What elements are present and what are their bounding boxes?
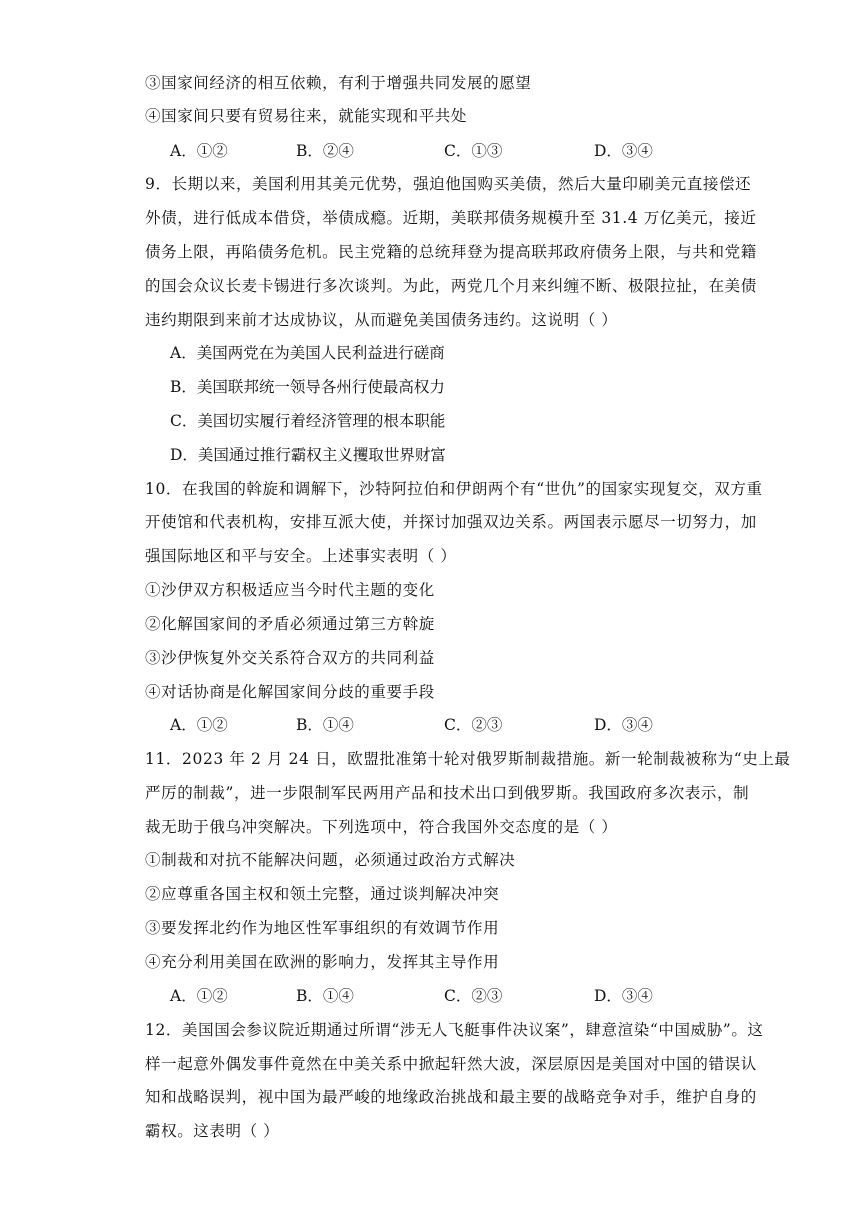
q10-option-c[interactable]: C．②③ xyxy=(444,716,503,734)
q8-option-d[interactable]: D．③④ xyxy=(594,142,653,160)
q11-option-a[interactable]: A．①② xyxy=(170,987,228,1005)
q10-statement-1: ①沙伊双方积极适应当今时代主题的变化 xyxy=(145,581,435,599)
q12-stem-line-1: 12．美国国会参议院近期通过所谓“涉无人飞艇事件决议案”，肆意渲染“中国威胁”。这 xyxy=(145,1021,764,1039)
q10-option-b[interactable]: B．①④ xyxy=(296,716,354,734)
q8-statement-3: ③国家间经济的相互依赖，有利于增强共同发展的愿望 xyxy=(145,74,532,92)
q9-option-c[interactable]: C．美国切实履行着经济管理的根本职能 xyxy=(170,412,446,430)
q10-stem-line-2: 开使馆和代表机构，安排互派大使，并探讨加强双边关系。两国表示愿尽一切努力，加 xyxy=(145,513,757,531)
q10-options xyxy=(0,714,860,736)
q12-stem-line-3: 知和战略误判，视中国为最严峻的地缘政治挑战和最主要的战略竞争对手，维护自身的 xyxy=(145,1088,757,1106)
q11-stem-line-1: 11．2023 年 2 月 24 日，欧盟批准第十轮对俄罗斯制裁措施。新一轮制裁被称为“史上最 xyxy=(145,750,791,768)
q10-statement-4: ④对话协商是化解国家间分歧的重要手段 xyxy=(145,683,435,701)
q9-stem-line-4: 的国会众议长麦卡锡进行多次谈判。为此，两党几个月来纠缠不断、极限拉扯，在美债 xyxy=(145,277,757,295)
q11-statement-2: ②应尊重各国主权和领土完整，通过谈判解决冲突 xyxy=(145,885,500,903)
q8-options xyxy=(0,140,860,162)
q11-statement-1: ①制裁和对抗不能解决问题，必须通过政治方式解决 xyxy=(145,851,516,869)
q9-option-a[interactable]: A．美国两党在为美国人民利益进行磋商 xyxy=(170,344,445,362)
q8-option-c[interactable]: C．①③ xyxy=(444,142,503,160)
q11-option-d[interactable]: D．③④ xyxy=(594,987,653,1005)
q9-stem-line-5: 违约期限到来前才达成协议，从而避免美国债务违约。这说明（ ） xyxy=(145,311,618,329)
q11-statement-3: ③要发挥北约作为地区性军事组织的有效调节作用 xyxy=(145,919,500,937)
q9-stem-line-2: 外债，进行低成本借贷，举债成瘾。近期，美联邦债务规模升至 31.4 万亿美元，接近 xyxy=(145,209,757,227)
q12-stem-line-4: 霸权。这表明（ ） xyxy=(145,1122,280,1140)
q10-stem-line-1: 10．在我国的斡旋和调解下，沙特阿拉伯和伊朗两个有“世仇”的国家实现复交，双方重 xyxy=(145,480,763,498)
q10-option-a[interactable]: A．①② xyxy=(170,716,228,734)
q11-option-b[interactable]: B．①④ xyxy=(296,987,354,1005)
q11-stem-line-2: 严厉的制裁”，进一步限制军民两用产品和技术出口到俄罗斯。我国政府多次表示，制 xyxy=(145,784,750,802)
q8-option-b[interactable]: B．②④ xyxy=(296,142,354,160)
q8-option-a[interactable]: A．①② xyxy=(170,142,228,160)
q8-statement-4: ④国家间只要有贸易往来，就能实现和平共处 xyxy=(145,107,468,125)
q11-option-c[interactable]: C．②③ xyxy=(444,987,503,1005)
q9-option-b[interactable]: B．美国联邦统一领导各州行使最高权力 xyxy=(170,378,445,396)
q9-stem-line-1: 9．长期以来，美国利用其美元优势，强迫他国购买美债，然后大量印刷美元直接偿还 xyxy=(145,175,752,193)
q12-stem-line-2: 样一起意外偶发事件竟然在中美关系中掀起轩然大波，深层原因是美国对中国的错误认 xyxy=(145,1055,757,1073)
q10-statement-2: ②化解国家间的矛盾必须通过第三方斡旋 xyxy=(145,615,435,633)
q10-statement-3: ③沙伊恢复外交关系符合双方的共同利益 xyxy=(145,649,435,667)
q11-statement-4: ④充分利用美国在欧洲的影响力，发挥其主导作用 xyxy=(145,953,500,971)
q11-options xyxy=(0,985,860,1007)
q10-stem-line-3: 强国际地区和平与安全。上述事实表明（ ） xyxy=(145,547,457,565)
q9-stem-line-3: 债务上限，再陷债务危机。民主党籍的总统拜登为提高联邦政府债务上限，与共和党籍 xyxy=(145,243,757,261)
q10-option-d[interactable]: D．③④ xyxy=(594,716,653,734)
q9-option-d[interactable]: D．美国通过推行霸权主义攫取世界财富 xyxy=(170,446,446,464)
q11-stem-line-3: 裁无助于俄乌冲突解决。下列选项中，符合我国外交态度的是（ ） xyxy=(145,818,618,836)
